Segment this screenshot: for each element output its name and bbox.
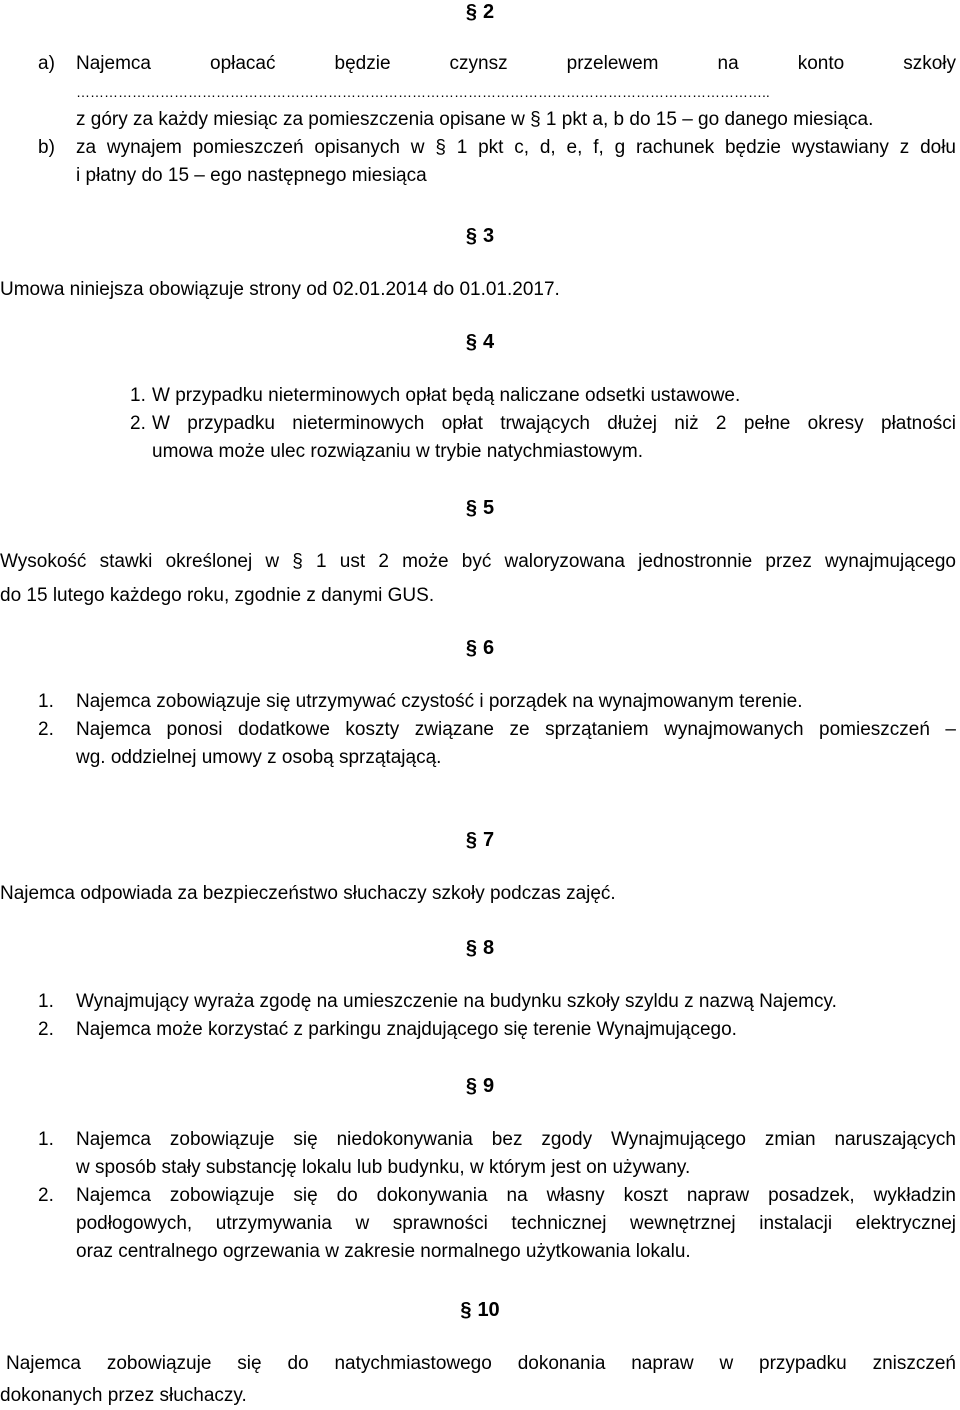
item-label-b: b) (38, 137, 55, 158)
section-number: 9 (483, 1075, 495, 1097)
item-number: 2. (130, 413, 146, 434)
section-9-item-2-line-1: Najemca zobowiązuje się do dokonywania na własny koszt napraw posadzek, wykładzin (76, 1185, 956, 1206)
section-number: 5 (483, 497, 495, 519)
section-5-line-1: Wysokość stawki określonej w § 1 ust 2 może być waloryzowana jednostronnie przez wynajmującego (0, 551, 956, 572)
section-sign: § (465, 637, 477, 659)
section-4-item-1: W przypadku nieterminowych opłat będą naliczane odsetki ustawowe. (152, 385, 741, 406)
section-number: 10 (477, 1299, 500, 1321)
item-b-line-1: za wynajem pomieszczeń opisanych w § 1 pkt c, d, e, f, g rachunek będzie wystawiany z dołu (76, 137, 956, 158)
section-heading-8 (0, 936, 960, 960)
section-number: 6 (483, 637, 495, 659)
item-number: 2. (38, 1019, 54, 1040)
item-number: 1. (130, 385, 146, 406)
section-number: 2 (483, 1, 495, 23)
section-6-item-2-line-2: wg. oddzielnej umowy z osobą sprzątającą. (76, 747, 442, 768)
section-sign: § (460, 1299, 472, 1321)
section-3-text: Umowa niniejsza obowiązuje strony od 02.01.2014 do 01.01.2017. (0, 279, 560, 300)
section-8-item-1: Wynajmujący wyraża zgodę na umieszczenie na budynku szkoły szyldu z nazwą Najemcy. (76, 991, 837, 1012)
section-5-line-2: do 15 lutego każdego roku, zgodnie z danymi GUS. (0, 585, 435, 606)
section-heading-6 (0, 636, 960, 660)
section-heading-5 (0, 496, 960, 520)
section-heading-9 (0, 1074, 960, 1098)
section-heading-2 (0, 0, 960, 24)
section-sign: § (465, 225, 477, 247)
section-heading-3 (0, 224, 960, 248)
item-number: 2. (38, 1185, 54, 1206)
section-4-item-2-line-2: umowa może ulec rozwiązaniu w trybie natychmiastowym. (152, 441, 644, 462)
section-6-item-2-line-1: Najemca ponosi dodatkowe koszty związane ze sprzątaniem wynajmowanych pomieszczeń – (76, 719, 956, 740)
item-number: 1. (38, 691, 54, 712)
item-number: 1. (38, 1129, 54, 1150)
section-9-item-2-line-3: oraz centralnego ogrzewania w zakresie normalnego użytkowania lokalu. (76, 1241, 691, 1262)
section-9-item-2-line-2: podłogowych, utrzymywania w sprawności technicznej wewnętrznej instalacji elektrycznej (76, 1213, 956, 1234)
section-sign: § (465, 829, 477, 851)
item-b-line-2: i płatny do 15 – ego następnego miesiąca (76, 165, 427, 186)
section-10-line-1: Najemca zobowiązuje się do natychmiastowego dokonania napraw w przypadku zniszczeń (6, 1353, 956, 1374)
item-label-a: a) (38, 53, 55, 74)
section-4-item-2-line-1: W przypadku nieterminowych opłat trwających dłużej niż 2 pełne okresy płatności (152, 413, 956, 434)
section-number: 8 (483, 937, 495, 959)
section-sign: § (465, 497, 477, 519)
section-9-item-1-line-2: w sposób stały substancję lokalu lub budynku, w którym jest on używany. (76, 1157, 691, 1178)
section-heading-4 (0, 330, 960, 354)
section-number: 4 (483, 331, 495, 353)
item-a-line-2: z góry za każdy miesiąc za pomieszczenia opisane w § 1 pkt a, b do 15 – go danego miesiąca. (76, 109, 874, 130)
section-8-item-2: Najemca może korzystać z parkingu znajdującego się terenie Wynajmującego. (76, 1019, 737, 1040)
section-9-item-1-line-1: Najemca zobowiązuje się niedokonywania bez zgody Wynajmującego zmian naruszających (76, 1129, 956, 1150)
item-number: 1. (38, 991, 54, 1012)
section-sign: § (465, 1075, 477, 1097)
section-heading-10 (0, 1298, 960, 1322)
section-number: 7 (483, 829, 495, 851)
section-sign: § (465, 937, 477, 959)
section-sign: § (465, 1, 477, 23)
section-7-text: Najemca odpowiada za bezpieczeństwo słuchaczy szkoły podczas zajęć. (0, 883, 616, 904)
item-a-dots: ………………………………………………………………………………………………………………………………….. (76, 84, 770, 100)
section-number: 3 (483, 225, 495, 247)
section-6-item-1: Najemca zobowiązuje się utrzymywać czystość i porządek na wynajmowanym terenie. (76, 691, 803, 712)
section-heading-7 (0, 828, 960, 852)
section-10-line-2: dokonanych przez słuchaczy. (0, 1385, 247, 1406)
section-sign: § (465, 331, 477, 353)
item-a-line-1: Najemca opłacać będzie czynsz przelewem na konto szkoły (76, 53, 956, 74)
item-number: 2. (38, 719, 54, 740)
